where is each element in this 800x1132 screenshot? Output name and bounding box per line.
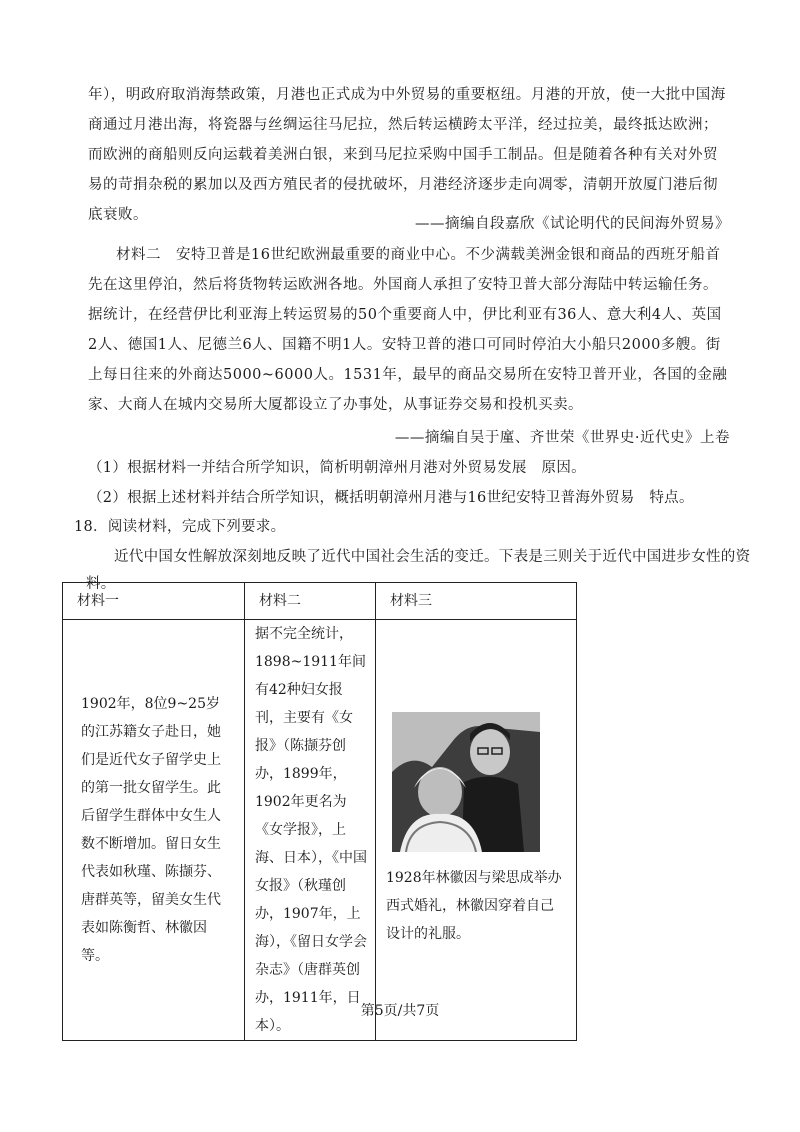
material2-source: ——摘编自吴于廑、齐世荣《世界史·近代史》上卷 (394, 430, 730, 446)
table-header-row (63, 583, 577, 620)
material2-paragraph: 材料二 安特卫普是16世纪欧洲最重要的商业中心。不少满载美洲金银和商品的西班牙船首先在这里停泊，然后将货物转运欧洲各地。外国商人承担了安特卫普大部分海陆中转运输任务。据统计，在经营伊比利亚海上转运贸易的50个重要商人中，伊比利亚有36人、意大利4人、英国2人、德国1人、尼德兰6人、国籍不明1人。安特卫普的港口可同时停泊大小船只2000多艘。街上每日往来的外商达5000~6000人。1531年，最早的商品交易所在安特卫普开业，各国的金融家、大商人在城内交易所大厦都设立了办事处，从事证券交易和投机买卖。 (88, 247, 728, 413)
material1-source: ——摘编自段嘉欣《试论明代的民间海外贸易》 (415, 216, 730, 232)
question-18: 18．阅读材料，完成下列要求。 (74, 519, 286, 535)
photo-caption: 1928年林徽因与梁思成举办西式婚礼，林徽因穿着自己设计的礼服。 (385, 870, 562, 942)
material-2-cell: 据不完全统计，1898~1911年间有42种妇女报刊，主要有《女报》（陈撷芬创办，1899年，1902年更名为《女学报》，上海、日本），《中国女报》（秋瑾创办，1907年，上海），《留日女学会杂志》（唐群英创办，1911年，日本）。 (244, 620, 375, 1041)
table-header-cell: 材料二 (244, 583, 375, 620)
page-number: 第5页/共7页 (360, 1003, 440, 1019)
question-18-intro: 近代中国女性解放深刻地反映了近代中国社会生活的变迁。下表是三则关于近代中国进步女性的资料。 (86, 549, 751, 592)
question-1: （1）根据材料一并结合所学知识，简析明朝漳州月港对外贸易发展 原因。 (88, 460, 586, 476)
wedding-photo (392, 712, 540, 852)
question-2: （2）根据上述材料并结合所学知识，概括明朝漳州月港与16世纪安特卫普海外贸易 特点。 (88, 490, 694, 506)
materials-table (62, 582, 577, 1041)
material-1-cell: 1902年，8位9~25岁的江苏籍女子赴日，她们是近代女子留学史上的第一批女留学生。此后留学生群体中女生人数不断增加。留日女生代表如秋瑾、陈撷芬、唐群英等，留美女生代表如陈衡哲、林徽因等。 (63, 620, 245, 1041)
material1-continuation: 年），明政府取消海禁政策，月港也正式成为中外贸易的重要枢纽。月港的开放，使一大批中国海商通过月港出海，将瓷器与丝绸运往马尼拉，然后转运横跨太平洋，经过拉美，最终抵达欧洲；而欧洲的商船则反向运载着美洲白银，来到马尼拉采购中国手工制品。但是随着各种有关对外贸易的苛捐杂税的累加以及西方殖民者的侵扰破坏，月港经济逐步走向凋零，清朝开放厦门港后彻底衰败。 (88, 87, 726, 223)
table-header-cell: 材料一 (63, 583, 245, 620)
table-row (63, 620, 577, 1041)
material-3-cell (375, 620, 576, 1041)
table-header-cell: 材料三 (375, 583, 576, 620)
